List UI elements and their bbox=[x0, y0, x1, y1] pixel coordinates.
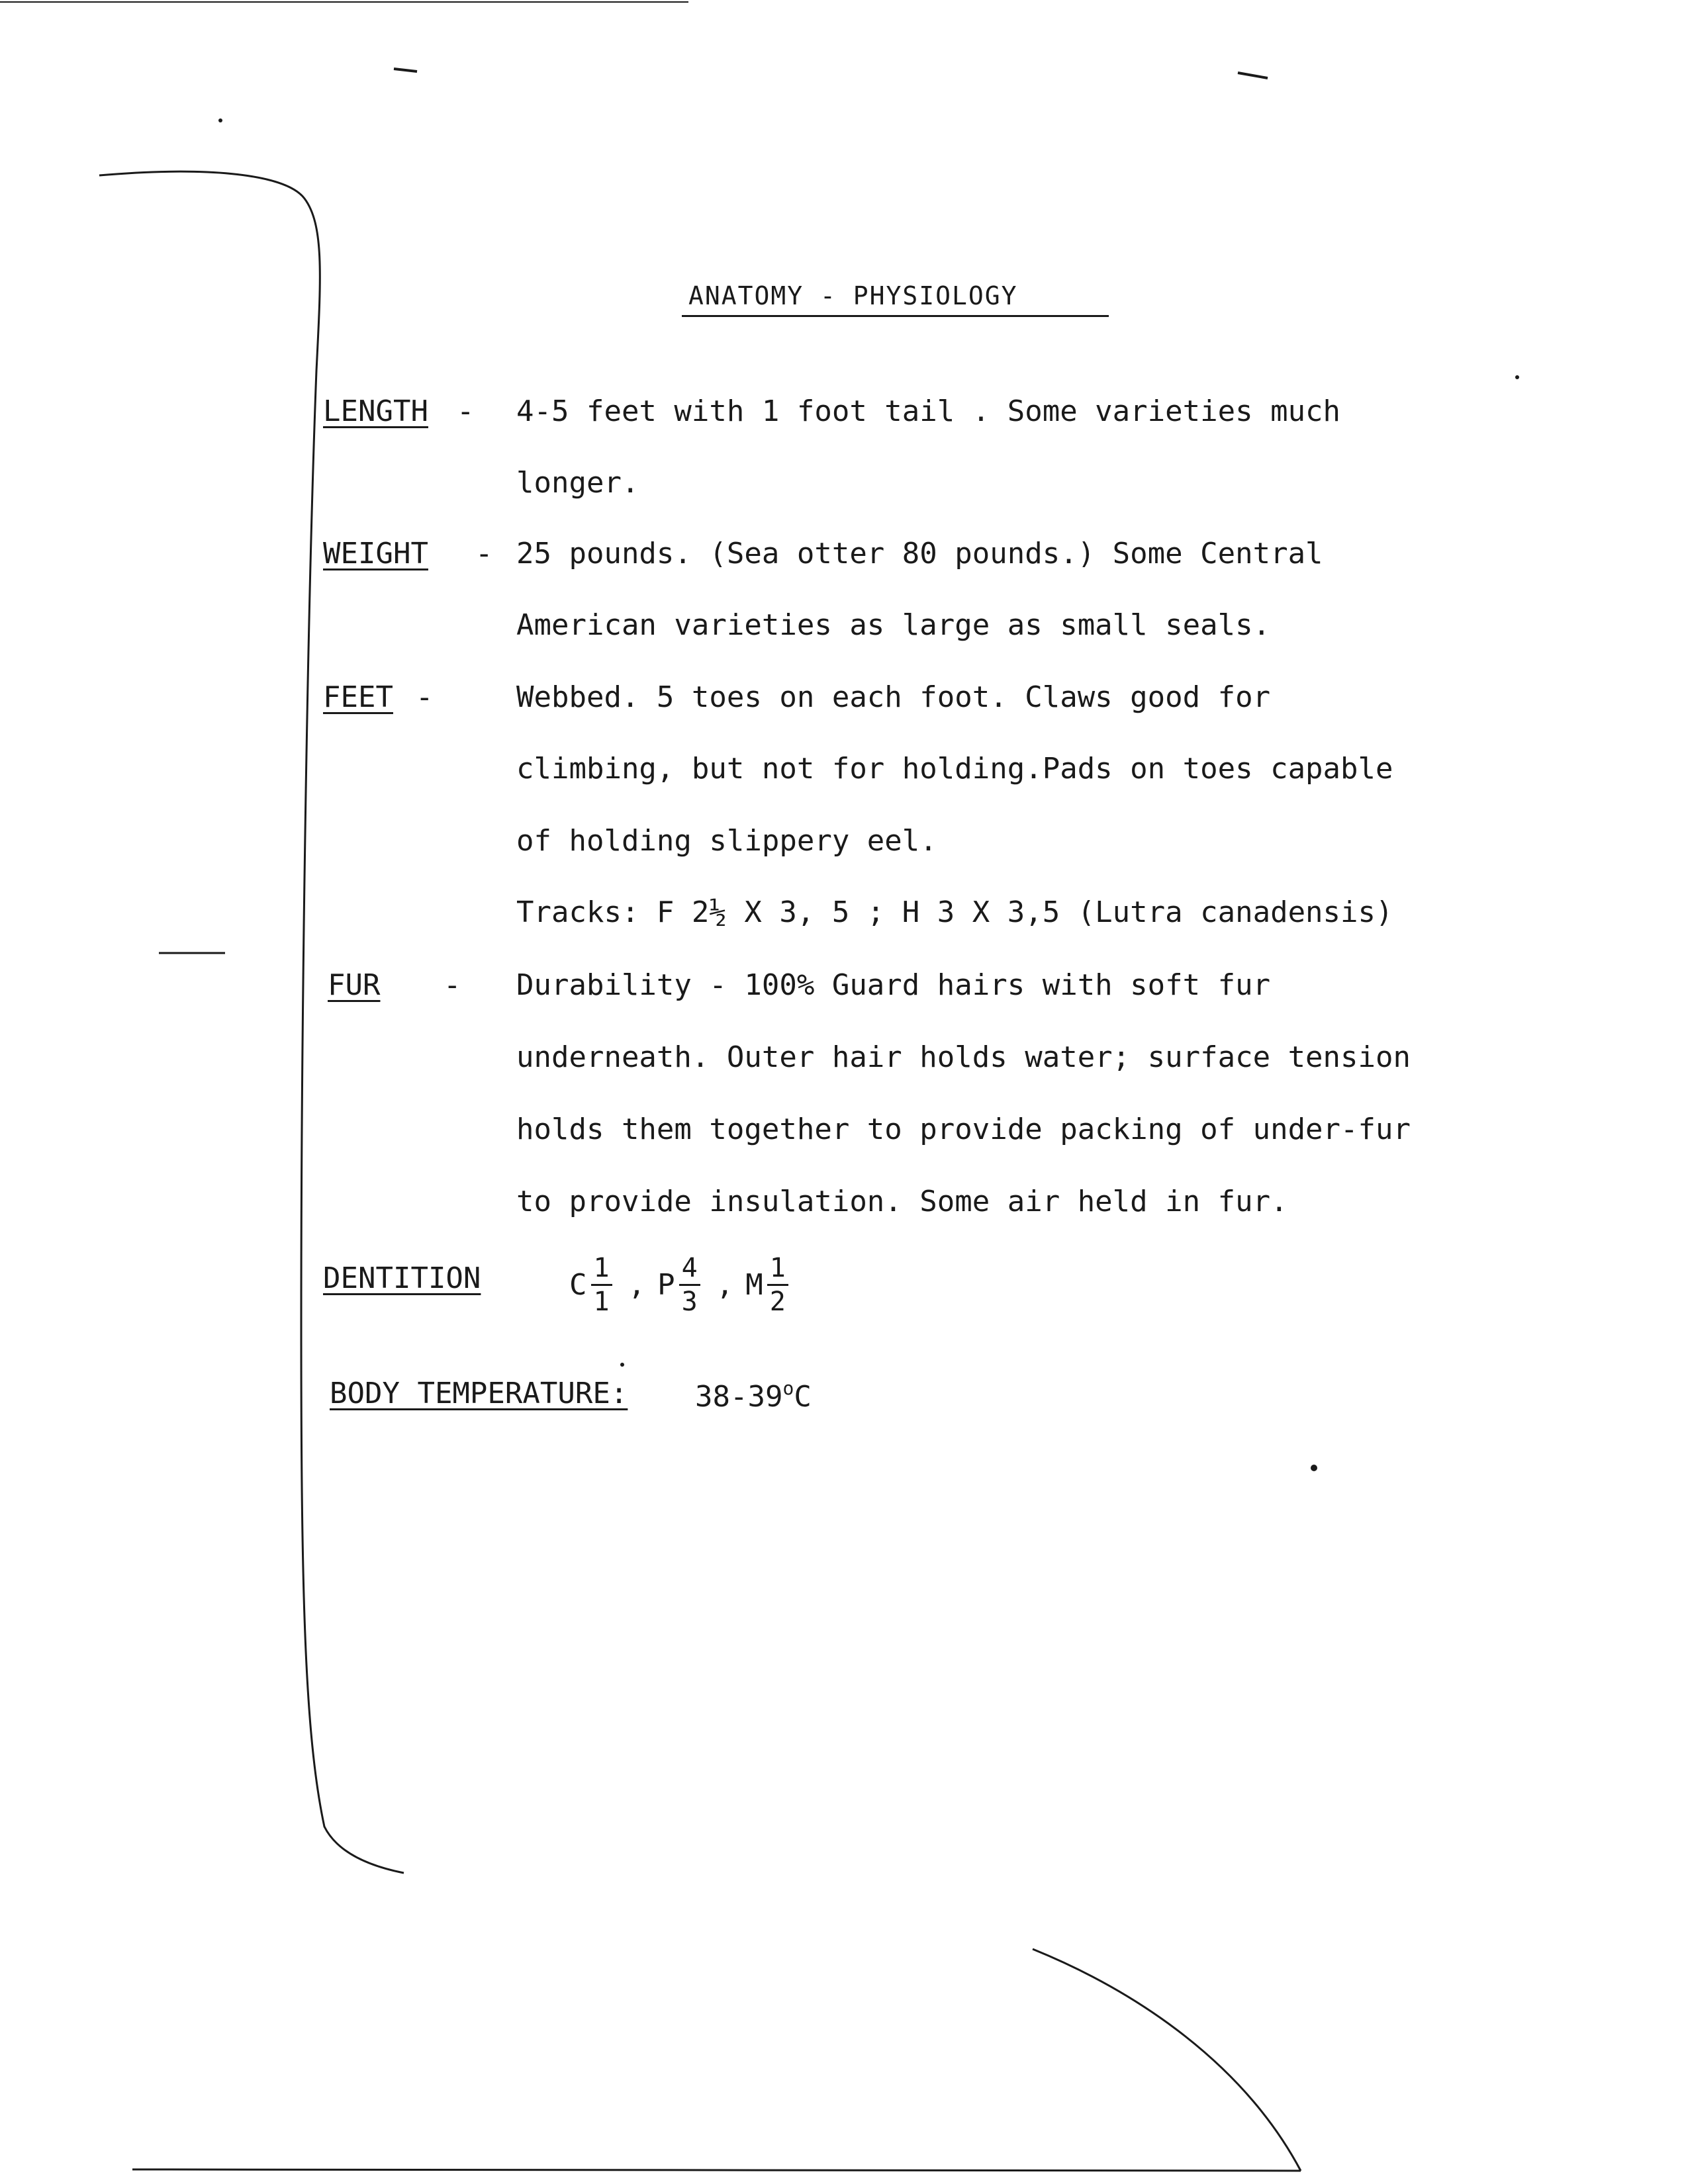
length-label: LENGTH bbox=[323, 394, 428, 428]
dental-formula bbox=[569, 1255, 792, 1315]
canine-fraction bbox=[591, 1255, 612, 1315]
fur-dash: - bbox=[444, 968, 461, 1002]
weight-line-2: American varieties as large as small seals. bbox=[516, 608, 1271, 642]
temperature-unit: C bbox=[794, 1380, 812, 1414]
body-temperature-value bbox=[695, 1379, 812, 1412]
length-dash: - bbox=[457, 394, 475, 428]
premolar-fraction bbox=[679, 1255, 700, 1315]
weight-label: WEIGHT bbox=[323, 537, 428, 570]
length-line-1: 4-5 feet with 1 foot tail . Some varieties much bbox=[516, 394, 1341, 428]
feet-line-1: Webbed. 5 toes on each foot. Claws good for bbox=[516, 680, 1271, 714]
feet-label: FEET bbox=[323, 680, 393, 714]
page-title: ANATOMY - PHYSIOLOGY bbox=[688, 281, 1018, 310]
feet-line-2: climbing, but not for holding.Pads on toes capable bbox=[516, 752, 1393, 786]
molar-fraction bbox=[767, 1255, 788, 1315]
fur-label: FUR bbox=[328, 968, 381, 1002]
degree-symbol: o bbox=[782, 1377, 794, 1399]
fur-line-4: to provide insulation. Some air held in fur. bbox=[516, 1185, 1288, 1218]
body-temperature-range: 38-39 bbox=[695, 1380, 783, 1414]
premolar-upper: 4 bbox=[679, 1255, 700, 1286]
dental-tooth-molar: M bbox=[745, 1267, 763, 1302]
molar-upper: 1 bbox=[767, 1255, 788, 1286]
dental-tooth-premolar: P bbox=[657, 1267, 675, 1302]
fur-line-1: Durability - 100% Guard hairs with soft fur bbox=[516, 968, 1271, 1002]
canine-lower: 1 bbox=[593, 1287, 610, 1317]
weight-line-1: 25 pounds. (Sea otter 80 pounds.) Some Central bbox=[516, 537, 1323, 570]
feet-dash: - bbox=[416, 680, 434, 714]
title-underline bbox=[682, 315, 1109, 317]
fur-line-2: underneath. Outer hair holds water; surface tension bbox=[516, 1040, 1411, 1074]
dental-tooth-canine: C bbox=[569, 1267, 587, 1302]
canine-upper: 1 bbox=[591, 1255, 612, 1286]
feet-line-4: Tracks: F 2½ X 3, 5 ; H 3 X 3,5 (Lutra canadensis) bbox=[516, 895, 1393, 929]
fur-line-3: holds them together to provide packing of under-fur bbox=[516, 1113, 1411, 1146]
weight-dash: - bbox=[475, 537, 493, 570]
length-line-2: longer. bbox=[516, 466, 639, 500]
molar-lower: 2 bbox=[769, 1287, 786, 1317]
body-temperature-label: BODY TEMPERATURE: bbox=[330, 1377, 628, 1410]
feet-line-3: of holding slippery eel. bbox=[516, 824, 937, 858]
formula-separator: , bbox=[628, 1267, 646, 1302]
premolar-lower: 3 bbox=[681, 1287, 698, 1317]
formula-separator: , bbox=[716, 1267, 734, 1302]
dentition-label: DENTITION bbox=[323, 1261, 481, 1295]
